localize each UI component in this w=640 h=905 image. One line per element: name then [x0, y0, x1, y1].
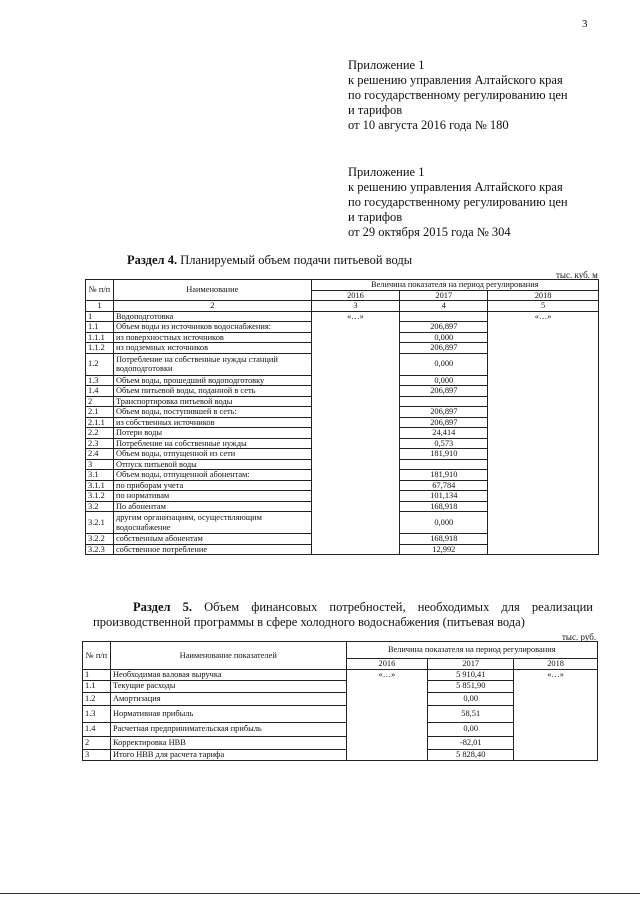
row-name: Текущие расходы — [110, 680, 346, 692]
value-2017: 12,992 — [400, 544, 488, 555]
col-header-2017: 2017 — [428, 659, 514, 670]
row-name: Отпуск питьевой воды — [113, 459, 311, 470]
row-number: 2.4 — [86, 449, 114, 460]
row-name: из поверхностных источников — [113, 332, 311, 343]
row-number: 3.1.1 — [86, 480, 114, 491]
row-number: 3 — [86, 459, 114, 470]
value-2017: 0,000 — [400, 512, 488, 534]
col-header-period: Величина показателя на период регулирования — [311, 280, 598, 291]
row-number: 3 — [83, 749, 111, 760]
appendix-old-line: к решению управления Алтайского края — [348, 180, 563, 194]
row-name: другим организациям, осуществляющим водоснабжение — [113, 512, 311, 534]
value-2017: 206,897 — [400, 343, 488, 354]
col-header-name: Наименование — [113, 280, 311, 301]
row-number: 1.4 — [83, 722, 111, 736]
value-2017: -82,01 — [428, 736, 514, 749]
row-number: 1.2 — [83, 692, 111, 705]
row-number: 1.4 — [86, 386, 114, 397]
placeholder-2016: «…» — [311, 311, 400, 555]
section-5-units: тыс. руб. — [562, 632, 597, 642]
row-name: Корректировка НВВ — [110, 736, 346, 749]
value-2017: 5 910,41 — [428, 669, 514, 680]
row-name: Объем воды, прошедший водоподготовку — [113, 375, 311, 386]
row-name: Итого НВВ для расчета тарифа — [110, 749, 346, 760]
col-number: 2 — [113, 301, 311, 312]
col-header-num: № п/п — [83, 642, 111, 670]
row-number: 1.3 — [86, 375, 114, 386]
row-number: 3.2.1 — [86, 512, 114, 534]
col-header-2016: 2016 — [311, 290, 400, 301]
row-name: Потребление на собственные нужды станций водоподготовки — [113, 353, 311, 375]
row-name: Необходимая валовая выручка — [110, 669, 346, 680]
row-number: 3.2.2 — [86, 534, 114, 545]
col-number: 1 — [86, 301, 114, 312]
col-header-2016: 2016 — [346, 659, 428, 670]
col-header-2018: 2018 — [514, 659, 598, 670]
row-name: Объем воды, поступившей в сеть: — [113, 407, 311, 418]
appendix-new-reference — [348, 58, 568, 133]
value-2017: 58,51 — [428, 705, 514, 722]
row-number: 3.1 — [86, 470, 114, 481]
row-number: 1.1 — [83, 680, 111, 692]
value-2017: 0,000 — [400, 353, 488, 375]
row-name: Нормативная прибыль — [110, 705, 346, 722]
col-header-2017: 2017 — [400, 290, 488, 301]
water-volume-table — [85, 279, 599, 555]
row-number: 1.3 — [83, 705, 111, 722]
value-2017: 181,910 — [400, 470, 488, 481]
row-name: Транспортировка питьевой воды — [113, 396, 311, 407]
row-name: из подземных источников — [113, 343, 311, 354]
appendix-new-line: и тарифов — [348, 103, 403, 117]
row-name: из собственных источников — [113, 417, 311, 428]
appendix-new-line: к решению управления Алтайского края — [348, 73, 563, 87]
row-number: 3.2 — [86, 501, 114, 512]
row-number: 2.1.1 — [86, 417, 114, 428]
col-header-period: Величина показателя на период регулирования — [346, 642, 598, 659]
row-name: Водоподготовка — [113, 311, 311, 322]
section-4-title: Раздел 4. Планируемый объем подачи питьевой воды — [127, 253, 413, 267]
col-number: 3 — [311, 301, 400, 312]
row-name: Объем воды, отпущенной из сети — [113, 449, 311, 460]
row-name: Объем воды, отпущенной абонентам: — [113, 470, 311, 481]
value-2017 — [400, 396, 488, 407]
value-2017: 181,910 — [400, 449, 488, 460]
bottom-rule — [0, 893, 640, 894]
value-2017: 206,897 — [400, 386, 488, 397]
value-2017: 206,897 — [400, 322, 488, 333]
col-header-num: № п/п — [86, 280, 114, 301]
row-name: по нормативам — [113, 491, 311, 502]
row-name: Потери воды — [113, 428, 311, 439]
row-number: 3.2.3 — [86, 544, 114, 555]
col-header-name: Наименование показателей — [110, 642, 346, 670]
value-2017: 0,573 — [400, 438, 488, 449]
value-2017: 0,000 — [400, 375, 488, 386]
row-number: 2.3 — [86, 438, 114, 449]
row-name: По абонентам — [113, 501, 311, 512]
section-4-units: тыс. куб. м — [556, 270, 598, 280]
value-2017: 168,918 — [400, 501, 488, 512]
row-name: собственное потребление — [113, 544, 311, 555]
row-name: Амортизация — [110, 692, 346, 705]
value-2017: 24,414 — [400, 428, 488, 439]
row-number: 2.1 — [86, 407, 114, 418]
col-number: 5 — [488, 301, 599, 312]
value-2017 — [400, 311, 488, 322]
value-2017: 0,00 — [428, 722, 514, 736]
value-2017: 206,897 — [400, 417, 488, 428]
page-number: 3 — [582, 18, 588, 30]
section-5-title: Раздел 5. Объем финансовых потребностей, необходимых для реализации производственной программы в сфере холодного водоснабжения (питьевая вода) — [93, 600, 593, 629]
value-2017: 67,784 — [400, 480, 488, 491]
row-number: 2 — [83, 736, 111, 749]
appendix-old-line: и тарифов — [348, 210, 403, 224]
placeholder-2016: «…» — [346, 669, 428, 760]
value-2017: 168,918 — [400, 534, 488, 545]
placeholder-2018: «…» — [514, 669, 598, 760]
value-2017: 0,00 — [428, 692, 514, 705]
value-2017: 0,000 — [400, 332, 488, 343]
row-number: 2.2 — [86, 428, 114, 439]
table-row — [83, 669, 598, 680]
row-number: 1.2 — [86, 353, 114, 375]
appendix-new-line: от 10 августа 2016 года № 180 — [348, 118, 509, 132]
row-number: 1.1.1 — [86, 332, 114, 343]
row-name: Объем воды из источников водоснабжения: — [113, 322, 311, 333]
value-2017 — [400, 459, 488, 470]
value-2017: 5 851,90 — [428, 680, 514, 692]
row-number: 3.1.2 — [86, 491, 114, 502]
table-row — [86, 311, 599, 322]
row-number: 1.1 — [86, 322, 114, 333]
placeholder-2018: «…» — [488, 311, 599, 555]
row-name: Расчетная предпринимательская прибыль — [110, 722, 346, 736]
row-name: по приборам учета — [113, 480, 311, 491]
value-2017: 206,897 — [400, 407, 488, 418]
appendix-old-line: от 29 октября 2015 года № 304 — [348, 225, 511, 239]
appendix-old-line: Приложение 1 — [348, 165, 425, 179]
row-number: 1 — [83, 669, 111, 680]
row-number: 2 — [86, 396, 114, 407]
col-header-2018: 2018 — [488, 290, 599, 301]
row-name: собственным абонентам — [113, 534, 311, 545]
row-number: 1.1.2 — [86, 343, 114, 354]
col-number: 4 — [400, 301, 488, 312]
row-name: Объем питьевой воды, поданной в сеть — [113, 386, 311, 397]
financial-needs-table — [82, 641, 598, 761]
appendix-new-line: по государственному регулированию цен — [348, 88, 568, 102]
value-2017: 5 828,40 — [428, 749, 514, 760]
row-number: 1 — [86, 311, 114, 322]
appendix-new-line: Приложение 1 — [348, 58, 425, 72]
row-name: Потребление на собственные нужды — [113, 438, 311, 449]
value-2017: 101,134 — [400, 491, 488, 502]
appendix-old-line: по государственному регулированию цен — [348, 195, 568, 209]
appendix-old-reference — [348, 165, 568, 240]
